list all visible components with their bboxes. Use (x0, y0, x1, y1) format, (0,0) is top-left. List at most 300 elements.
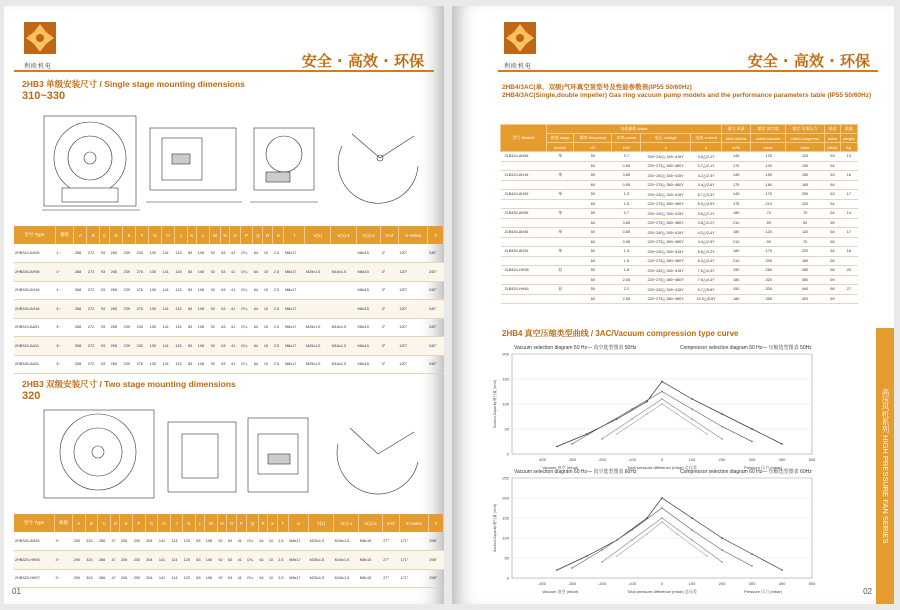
single-table-header-cell: N (220, 226, 230, 244)
single-table-cell: 63 (220, 318, 230, 337)
two-table-header-cell: G (145, 514, 158, 532)
two-table-cell: 204 (145, 551, 158, 570)
x-axis-label-total: Total pressure difference (mbar) 总压差 (627, 589, 697, 594)
curve-point (616, 555, 618, 557)
perf-cell (501, 218, 547, 228)
perf-row (501, 180, 858, 190)
single-table-cell: 2.5 (273, 244, 284, 263)
y-tick-label: 50 (504, 426, 509, 432)
single-table-cell: 41 (230, 318, 240, 337)
single-table-cell: 3° (381, 244, 399, 263)
single-table-cell: 135 (149, 300, 162, 319)
two-table-cell: M16x1.5 (334, 551, 359, 570)
single-table-cell: 239 (123, 281, 136, 300)
perf-sub-header: 极数 stage (547, 134, 574, 143)
perf-cell: -120 (751, 228, 786, 238)
x-tick-label: -100 (627, 581, 637, 586)
single-table-cell: G¼ (240, 281, 253, 300)
two-table-cell: M8x17 (288, 569, 308, 588)
two-table-header-cell: B (85, 514, 98, 532)
single-table-cell: 3° (381, 337, 399, 356)
two-table-cell: 63 (227, 551, 237, 570)
perf-cell: 150 (722, 266, 751, 276)
single-table-cell: 3° (381, 355, 399, 374)
perf-row (501, 275, 858, 285)
perf-cell: 220~275△ 380~480Y (641, 161, 691, 171)
perf-cell: 180 (722, 209, 751, 219)
perf-cell: 200~240△ 345~415Y (641, 285, 691, 295)
single-table-cell: 10 (263, 244, 273, 263)
single-table-cell: 135 (149, 263, 162, 282)
single-table-cell: M25x1.5 (305, 263, 331, 282)
single-table-cell: 141 (162, 244, 175, 263)
perf-cell: 70 (785, 209, 824, 219)
perf-cell: 7.5△/4.3Y (691, 266, 722, 276)
single-table-cell: 2HB330-AH06 (14, 263, 55, 282)
perf-cell (840, 237, 857, 247)
single-table-cell: M25x1.5 (305, 318, 331, 337)
two-table-cell: 298° (428, 569, 443, 588)
curve-point (601, 561, 603, 563)
x-tick-label: 100 (688, 581, 696, 586)
two-table-header-cell: D (110, 514, 119, 532)
perf-cell: -280 (751, 266, 786, 276)
right-page (452, 6, 894, 604)
x-tick-label: -400 (537, 581, 547, 586)
perf-cell: 210 (722, 256, 751, 266)
curve-point (691, 408, 693, 410)
two-table-header-cell: X-Holes (400, 514, 429, 532)
perf-cell: 1.6 (612, 266, 641, 276)
x-tick-label: 300 (748, 581, 756, 586)
perf-unit-header: HZ (574, 143, 612, 152)
single-table-cell: 115 (175, 244, 188, 263)
perf-cell: 60 (574, 275, 612, 285)
single-table-row (14, 337, 444, 356)
perf-cell: 220~275△ 380~480Y (641, 256, 691, 266)
brand-logo-icon-right (502, 20, 538, 56)
single-table-cell: 1~ (55, 263, 74, 282)
curve-point (661, 507, 663, 509)
single-table-header-cell: F (136, 226, 149, 244)
single-table-cell: 108 (197, 355, 210, 374)
perf-cell: 69 (825, 294, 840, 304)
single-table-cell: 276 (136, 281, 149, 300)
curve-point (706, 555, 708, 557)
perf-cell: 10.0△/5.8Y (691, 294, 722, 304)
single-table-cell: 240° (428, 244, 444, 263)
perf-cell: 单 (547, 190, 574, 200)
two-table-cell: 92 (217, 569, 226, 588)
two-table-cell: 41 (237, 532, 246, 551)
perf-cell: 200~240△ 345~415Y (641, 152, 691, 162)
single-table-cell: 92 (210, 337, 221, 356)
single-table-cell: 135 (149, 355, 162, 374)
perf-cell: 210 (722, 237, 751, 247)
x-tick-label: -200 (597, 581, 607, 586)
two-table-cell: 64 (258, 551, 267, 570)
two-table-cell: 230 (133, 532, 146, 551)
curve-point (601, 549, 603, 551)
single-table-cell: 230 (136, 337, 149, 356)
col-pressure: 额定 压缩压力 (785, 125, 824, 134)
perf-cell: 50 (574, 266, 612, 276)
perf-cell (501, 199, 547, 209)
perf-cell: 200~240△ 345~415Y (641, 190, 691, 200)
perf-cell: 1.3 (612, 247, 641, 257)
curve-point (721, 438, 723, 440)
perf-cell: 单 (547, 228, 574, 238)
x-tick-label: 200 (718, 581, 726, 586)
x-tick-label: -300 (567, 581, 577, 586)
single-table-cell: 3° (381, 318, 399, 337)
two-table-cell: M16x1.5 (334, 532, 359, 551)
col-airflow: 最大 风量 (722, 125, 751, 134)
heading-single-stage: 2HB3 单级安装尺寸 / Single stage mounting dimensions (22, 79, 245, 89)
single-table-cell: M8x15 (356, 300, 380, 319)
perf-cell: 180 (722, 247, 751, 257)
perf-cell: 2.2 (612, 285, 641, 295)
single-table-cell: 272 (87, 263, 100, 282)
single-table-cell: M8x15 (356, 281, 380, 300)
single-table-cell: M8x17 (284, 281, 305, 300)
perf-cell: -170 (751, 190, 786, 200)
curve-point (556, 569, 558, 571)
single-table-cell: 276 (136, 263, 149, 282)
two-table-cell: 206 (120, 569, 133, 588)
perf-cell: 220~275△ 380~480Y (641, 199, 691, 209)
two-table-cell: 141 (158, 551, 171, 570)
single-table-cell: 272 (87, 318, 100, 337)
single-table-cell: 239 (123, 244, 136, 263)
single-table-cell: 115 (175, 281, 188, 300)
two-table-cell: 41 (237, 551, 246, 570)
single-table-cell: 64 (253, 337, 263, 356)
perf-cell: 69 (825, 275, 840, 285)
single-table-cell: 108 (197, 337, 210, 356)
slogan-right: 安全 · 高效 · 环保 (747, 52, 870, 70)
perf-cell: 64 (825, 247, 840, 257)
perf-cell: -200 (751, 256, 786, 266)
curve-point (556, 446, 558, 448)
single-table-cell: 64 (253, 300, 263, 319)
perf-cell: 145 (722, 152, 751, 162)
single-table-row (14, 355, 444, 374)
single-table-cell: 63 (220, 300, 230, 319)
curve-point (721, 561, 723, 563)
two-table-header-cell: N (217, 514, 226, 532)
single-table-cell: 265 (110, 300, 123, 319)
heading-two-stage: 2HB3 双级安装尺寸 / Two stage mounting dimensions (22, 379, 236, 389)
single-table-cell: 240° (428, 355, 444, 374)
single-table-cell: 41 (230, 300, 240, 319)
perf-cell: -210 (751, 199, 786, 209)
perf-unit-header: KW (612, 143, 641, 152)
perf-cell: 175 (722, 180, 751, 190)
two-table-cell: 108 (205, 551, 218, 570)
single-table-cell: 268 (74, 281, 87, 300)
single-table-header-cell: P (240, 226, 253, 244)
two-table-header-cell: P (237, 514, 246, 532)
single-table-cell: 272 (87, 244, 100, 263)
perf-cell: 2.55 (612, 294, 641, 304)
single-table-cell: 268 (74, 244, 87, 263)
page-number-right: 02 (863, 587, 872, 596)
perf-cell: 220~275△ 380~480Y (641, 275, 691, 285)
perf-sub-header: 功率 power (612, 134, 641, 143)
single-table-row (14, 318, 444, 337)
single-table-cell: 3~ (55, 337, 74, 356)
perf-cell: 2LB420-HH36 (501, 266, 547, 276)
perf-cell: 3.8△/2.2Y (691, 218, 722, 228)
single-table-cell (305, 300, 331, 319)
perf-cell: 200~240△ 345~415Y (641, 266, 691, 276)
two-table-cell: M25x1.5 (309, 551, 334, 570)
y-tick-label: 0 (506, 451, 509, 457)
curve-point (646, 533, 648, 535)
col-vacuum: 额定 真空度 (751, 125, 786, 134)
x-tick-label: -100 (627, 457, 637, 462)
single-table-cell: 141 (162, 318, 175, 337)
perf-cell: -160 (751, 180, 786, 190)
two-table-cell: 27° (382, 532, 399, 551)
two-table-cell: 120 (183, 532, 196, 551)
perf-cell (840, 199, 857, 209)
single-table-header-cell: 型号 Type (14, 226, 55, 244)
perf-cell: 440 (785, 285, 824, 295)
single-table-cell: 2HB330-AA11 (14, 355, 55, 374)
single-table-cell: 120° (398, 244, 428, 263)
single-table-cell: G¼ (240, 263, 253, 282)
single-table-cell: 63 (220, 263, 230, 282)
perf-cell (840, 256, 857, 266)
side-label: 高压风机系列 HIGH PRESSURE FAN SERIES (876, 328, 894, 604)
single-table-cell: 1~ (55, 281, 74, 300)
perf-sub-header: weight (840, 134, 857, 143)
single-table-cell: 135 (149, 337, 162, 356)
perf-row (501, 228, 858, 238)
perf-row (501, 266, 858, 276)
perf-cell: 64 (825, 161, 840, 171)
single-table-cell: 141 (162, 300, 175, 319)
perf-cell: 2LB410-AH16 (501, 171, 547, 181)
perf-cell: 2LB410-AH06 (501, 152, 547, 162)
perf-cell (840, 180, 857, 190)
perf-cell: 50 (574, 228, 612, 238)
chart-title-compressor: Compressor selection diagram 50 Hz— 压缩选型图表 50Hz (680, 345, 812, 351)
perf-row (501, 256, 858, 266)
curve-series-line (557, 498, 782, 570)
two-table-cell: 324 (85, 532, 98, 551)
perf-cell (840, 218, 857, 228)
single-table-cell: 63 (220, 337, 230, 356)
single-table-cell (331, 300, 357, 319)
single-table-cell: 135 (149, 281, 162, 300)
perf-cell: 27 (840, 285, 857, 295)
single-table-cell: 3~ (55, 355, 74, 374)
perf-cell: 220~275△ 380~480Y (641, 180, 691, 190)
perf-cell (547, 180, 574, 190)
two-table-cell: M16x1.5 (334, 569, 359, 588)
two-table-cell: 298° (428, 532, 443, 551)
single-table-header-cell: E (123, 226, 136, 244)
perf-unit-header: A (691, 143, 722, 152)
curve-point (631, 418, 633, 420)
single-table-cell: 120° (398, 318, 428, 337)
single-table-cell: M16x1.5 (331, 318, 357, 337)
perf-cell: 60 (574, 294, 612, 304)
single-table-cell: 135 (149, 318, 162, 337)
single-table-cell: M8x17 (284, 355, 305, 374)
single-table-cell: 10 (263, 300, 273, 319)
perf-cell: 1.5 (612, 199, 641, 209)
single-table-header-cell: M (210, 226, 221, 244)
single-table-header-cell: V(1)-1 (331, 226, 357, 244)
perf-unit-header: (dB)A (825, 143, 840, 152)
perf-cell: 220~275△ 380~480Y (641, 294, 691, 304)
perf-cell: 3.7△/2.1Y (691, 161, 722, 171)
single-table-row (14, 263, 444, 282)
y-axis-label: Suction Capacity 吸气量 (m³/h) (493, 503, 497, 553)
single-table-header-cell: V(1) (305, 226, 331, 244)
single-table-header-cell: B (87, 226, 100, 244)
y-tick-label: 150 (502, 376, 509, 382)
two-table-cell: M8x15 (359, 551, 382, 570)
curve-point (691, 418, 693, 420)
perf-cell: 50 (574, 247, 612, 257)
perf-cell: 200~240△ 345~415Y (641, 228, 691, 238)
perf-cell: 1.3 (612, 190, 641, 200)
two-table-cell: M8x15 (359, 532, 382, 551)
perf-cell: 64 (825, 209, 840, 219)
single-table-cell: M8x17 (284, 263, 305, 282)
perf-cell: 单 (547, 247, 574, 257)
perf-cell (840, 161, 857, 171)
perf-row (501, 218, 858, 228)
single-table-header-cell: T (284, 226, 305, 244)
single-table-cell: 93 (100, 300, 110, 319)
two-table-cell: 204 (145, 532, 158, 551)
single-table-cell: M8x15 (356, 244, 380, 263)
two-table-header-cell: U (288, 514, 308, 532)
single-table-header-cell: L (197, 226, 210, 244)
curve-point (781, 443, 783, 445)
perf-cell: 66 (825, 285, 840, 295)
single-table-cell: 240° (428, 300, 444, 319)
perf-cell: 0.7 (612, 152, 641, 162)
perf-cell: 200~240△ 345~415Y (641, 171, 691, 181)
perf-unit-header: double (547, 143, 574, 152)
perf-cell: 3.8△/2.2Y (691, 152, 722, 162)
single-table-cell: M8x15 (356, 318, 380, 337)
single-table-cell: 41 (230, 263, 240, 282)
single-table-cell: 83 (187, 337, 197, 356)
x-axis-label-vacuum: Vacuum 真空 (mbar) (542, 465, 579, 470)
single-table-cell: 115 (175, 263, 188, 282)
perf-cell: 17 (840, 228, 857, 238)
single-table-cell: 2HB330-AH16 (14, 281, 55, 300)
perf-cell: 70 (785, 237, 824, 247)
single-table-cell: M8x17 (284, 337, 305, 356)
perf-cell: 5.6△/3.2Y (691, 247, 722, 257)
single-table-cell: 64 (253, 281, 263, 300)
perf-cell: 175 (722, 199, 751, 209)
perf-cell: 120 (785, 152, 824, 162)
single-table-cell: M8x15 (356, 263, 380, 282)
perf-unit-header: m³/h (722, 143, 751, 152)
curve-point (706, 433, 708, 435)
single-table-cell: 2HB310-AH06 (14, 244, 55, 263)
two-table-cell: 63 (227, 532, 237, 551)
single-table-cell: M8x17 (284, 244, 305, 263)
two-table-cell: 230 (133, 569, 146, 588)
curve-point (601, 438, 603, 440)
two-table-cell: M25x1.5 (309, 532, 334, 551)
curve-point (721, 537, 723, 539)
perf-cell (840, 294, 857, 304)
single-table-cell: 268 (74, 337, 87, 356)
perf-cell: 0.95 (612, 237, 641, 247)
single-table-row (14, 244, 444, 263)
perf-cell: 4.4△/2.5Y (691, 237, 722, 247)
two-table-header-cell: M (205, 514, 218, 532)
two-table-header-cell: J (170, 514, 182, 532)
perf-cell: 200~240△ 345~415Y (641, 209, 691, 219)
single-table-cell: 115 (175, 337, 188, 356)
single-table-row (14, 281, 444, 300)
x-axis-label-pressure: Pressure 压力 (mbar) (743, 589, 782, 594)
performance-table (500, 124, 858, 304)
perf-cell: 220 (785, 247, 824, 257)
two-table-cell: M25x1.5 (309, 569, 334, 588)
two-table-cell: 171° (400, 551, 429, 570)
perf-row (501, 285, 858, 295)
divider-right (498, 70, 878, 72)
perf-cell: 180 (722, 228, 751, 238)
two-table-row (14, 551, 444, 570)
two-table-cell: 230 (133, 551, 146, 570)
perf-unit-header: mbar (785, 143, 824, 152)
single-table-header-cell: O (230, 226, 240, 244)
single-table-cell: 2HB330-AH16 (14, 300, 55, 319)
divider (14, 70, 434, 72)
curve-point (721, 549, 723, 551)
single-table-cell: 64 (253, 355, 263, 374)
two-table-cell: 2.5 (277, 551, 288, 570)
perf-cell: 60 (574, 180, 612, 190)
two-table-header-cell: E (120, 514, 133, 532)
brand-logo-icon (22, 20, 58, 56)
perf-cell: 60 (574, 161, 612, 171)
two-table-cell: 92 (217, 551, 226, 570)
single-table-cell: M25x1.5 (305, 337, 331, 356)
brand-text: 利欧机电 (24, 63, 53, 70)
single-table-cell: 63 (220, 281, 230, 300)
single-table-cell: 268 (74, 300, 87, 319)
single-table-cell (331, 281, 357, 300)
curve-point (751, 565, 753, 567)
perf-cell: 160 (785, 180, 824, 190)
two-table-header-cell: 极数 (54, 514, 72, 532)
single-table-header-cell: R (263, 226, 273, 244)
two-table-header-cell: V(1)-2 (359, 514, 382, 532)
two-table-cell: 171° (400, 532, 429, 551)
perf-cell: 64 (825, 199, 840, 209)
single-table-cell: 10 (263, 263, 273, 282)
single-table-cell: 230 (136, 244, 149, 263)
single-table-cell: 92 (210, 355, 221, 374)
single-table-cell: 268 (74, 318, 87, 337)
